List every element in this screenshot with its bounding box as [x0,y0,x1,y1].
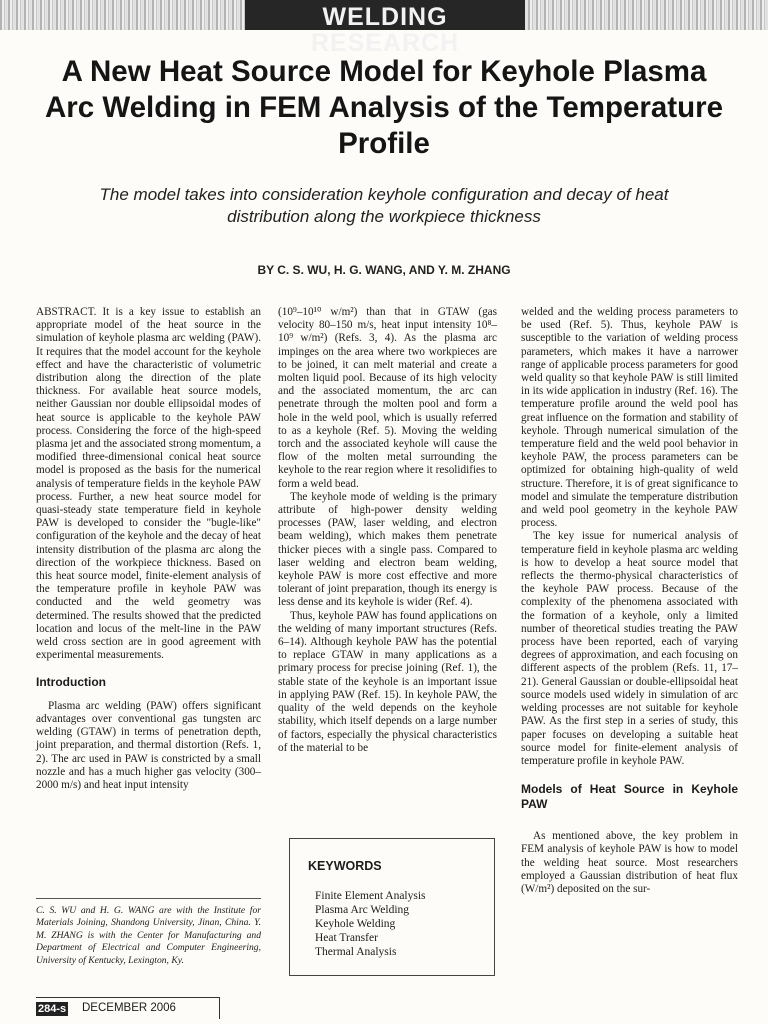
abstract: ABSTRACT. It is a key issue to establish an appropriate model of the heat source in the simulation of keyhole plasma arc welding (PAW). It requires that the model account for the keyhole effect and have the characteristic of volumetric distribution along the direction of the plate thickness. For available heat source models, neither Gaussian nor double ellipsoidal modes of heat source is applicable to the keyhole PAW process. Considering the force of the high-speed plasma jet and the associated strong momentum, a modified three-dimensional conical heat source model is proposed as the basis for the numerical analysis of temperature fields in the keyhole PAW process. Further, a new heat source model for quasi-steady state temperature field in keyhole PAW is developed to consider the "bugle-like" configuration of the keyhole and the decay of heat intensity distribution of the plasma arc along the direction of the workpiece thickness. Based on this heat source model, finite-element analysis of the temperature profile in keyhole PAW was conducted and the weld geometry was determined. The results showed that the predicted location and locus of the melt-line in the PAW weld cross section are in good agreement with experimental measurements. [36,306,261,662]
footer-box-edge [219,997,220,1019]
intro-paragraph: Plasma arc welding (PAW) offers significant advantages over conventional gas tungsten arc welding (GTAW) in terms of penetration depth, joint preparation, and thermal distortion (Refs. 1, 2). The arc used in PAW is constricted by a small nozzle and has a much higher gas velocity (300–2000 m/s) and heat input intensity [36,699,261,791]
keyword-item: Thermal Analysis [315,946,397,958]
paragraph: welded and the welding process parameters to be used (Ref. 5). Thus, keyhole PAW is susceptible to the variation of welding process parameters, which makes it have a narrower range of applicable process parameters for good weld quality so that keyhole PAW is still limited in its wide application in industry (Ref. 16). The temperature profile around the weld pool has great influence on the formation and stability of keyhole. Through numerical simulation of the temperature field and the weld pool behavior in keyhole PAW, the process parameters can be optimized for obtaining high-quality of weld structure. Therefore, it is of great significance to model and simulate the temperature distribution and weld pool geometry in the keyhole PAW process. [521,306,738,530]
column-2 [278,306,497,755]
article-subtitle: The model takes into consideration keyhole configuration and decay of heat distribution along the workpiece thickness [99,185,669,226]
paragraph: (10⁹–10¹⁰ w/m²) than that in GTAW (gas velocity 80–150 m/s, heat input intensity 10⁸–10⁹ w/m²) (Refs. 3, 4). As the plasma arc impinges on the area where two workpieces are to be joined, it can melt material and create a molten liquid pool. Because of its high velocity and the associated momentum, the arc can penetrate through the molten pool and form a hole in the weld pool, which is usually referred to as a keyhole (Ref. 5). Moving the welding torch and the associated keyhole will cause the flow of the molten metal surrounding the keyhole to the rear region where it resolidifies to form a weld bead. [278,306,497,490]
footer-rule [36,997,220,998]
paragraph: As mentioned above, the key problem in FEM analysis of keyhole PAW is how to model the welding heat source. Most researchers employed a Gaussian distribution of heat flux (W/m²) deposited on the sur- [521,830,738,895]
column-3 [521,306,738,896]
keyword-item: Plasma Arc Welding [315,904,410,916]
keywords-heading: KEYWORDS [308,859,382,873]
byline: BY C. S. WU, H. G. WANG, AND Y. M. ZHANG [257,263,511,277]
models-heading: Models of Heat Source in Keyhole PAW [521,782,738,812]
keyword-item: Keyhole Welding [315,918,396,930]
article-title: A New Heat Source Model for Keyhole Plasma Arc Welding in FEM Analysis of the Temperature Profile [44,55,724,160]
paragraph: The keyhole mode of welding is the primary attribute of high-power density welding processes (PAW, laser welding, and electron beam welding), which makes them penetrate thicker pieces with a single pass. Compared to laser welding and electron beam welding, keyhole PAW is more cost effective and more tolerant of joint preparation, though its energy is less dense and its keyhole is wider (Ref. 4). [278,490,497,609]
paragraph: The key issue for numerical analysis of temperature field in keyhole plasma arc welding is how to develop a heat source model that reflects the thermo-physical characteristics of the keyhole PAW process. Because of the complexity of the phenomena associated with the formation of a keyhole, only a limited number of theoretical studies treating the PAW process have been reported, each of varying degrees of approximation, and each focusing on different aspects of the problem (Refs. 11, 17–21). General Gaussian or double-ellipsoidal heat source models used widely in simulation of arc welding processes are not suitable for keyhole PAW. As the first step in a series of study, this paper focuses on developing a suitable heat source model for finite-element analysis of temperature profile in keyhole PAW. [521,530,738,767]
issue-date: DECEMBER 2006 [82,1002,176,1014]
column-1 [36,306,261,792]
keyword-item: Heat Transfer [315,932,378,944]
author-footnote: C. S. WU and H. G. WANG are with the Institute for Materials Joining, Shandong University, Jinan, China. Y. M. ZHANG is with the Center for Manufacturing and Department of Electrical and Computer Engineering, University of Kentucky, Lexington, Ky. [36,905,261,966]
keywords-box [289,838,495,976]
paragraph: Thus, keyhole PAW has found applications on the welding of many important structures (Refs. 6–14). Although keyhole PAW has the potential to replace GTAW in many applications as a primary process for precise joining (Ref. 1), the stable state of the keyhole is an important issue in applying PAW (Ref. 15). In keyhole PAW, the quality of the weld depends on the keyhole stability, which itself depends on a large number of factors, especially the physical characteristics of the material to be [278,609,497,754]
introduction-heading: Introduction [36,675,106,690]
keyword-item: Finite Element Analysis [315,890,426,902]
page-number: 284-s [38,1003,67,1015]
keywords-list [315,889,426,959]
footnote-divider [36,898,261,899]
section-label: WELDING RESEARCH [310,3,460,57]
